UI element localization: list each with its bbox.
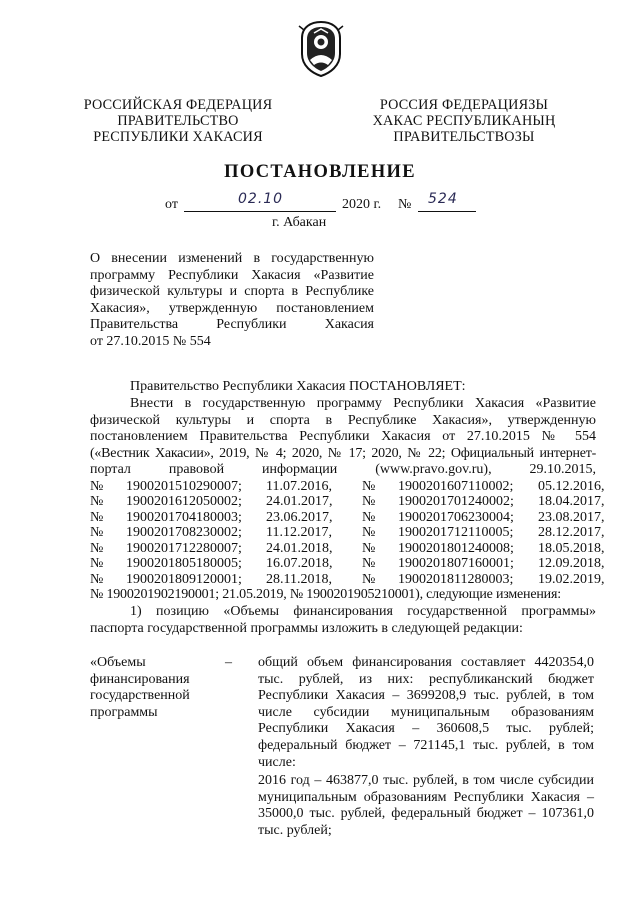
passport-label-line: финансирования	[90, 671, 190, 687]
reg-number: 1900201807160001;	[398, 556, 514, 572]
table-row	[90, 556, 602, 572]
num-sign: №	[90, 509, 104, 525]
registration-numbers-table	[90, 478, 605, 588]
intro-line: («Вестник Хакасии», 2019, № 4; 2020, № 17; 2020, № 22; Официальный интернет-	[90, 445, 596, 461]
item1-line: паспорта государственной программы изложить в следующей редакции:	[90, 620, 523, 636]
passport-position-value	[258, 655, 594, 840]
reg-date: 18.05.2018,	[538, 540, 605, 556]
header-left-line: РОССИЙСКАЯ ФЕДЕРАЦИЯ	[83, 97, 273, 113]
header-left-line: ПРАВИТЕЛЬСТВО	[117, 113, 239, 129]
about-line: Хакасия», утвержденную постановлением	[90, 300, 374, 316]
table-row	[90, 525, 602, 541]
intro-line: постановлением Правительства Республики Хакасия от 27.10.2015 № 554	[90, 429, 596, 445]
reg-date: 28.12.2017,	[538, 525, 605, 541]
reg-date: 16.07.2018,	[266, 556, 333, 572]
reg-date: 11.12.2017,	[266, 525, 332, 541]
header-left-block	[78, 97, 278, 145]
num-sign: №	[362, 556, 376, 572]
about-line: от 27.10.2015 № 554	[90, 333, 211, 349]
reg-date: 05.12.2016,	[538, 478, 605, 494]
city: г. Абакан	[272, 215, 327, 230]
financing-total-paragraph: общий объем финансирования составляет 4420354,0 тыс. рублей, из них: республиканский бюджет Республики Хакасия – 3699208,9 тыс. рублей, в том числе субсидии муниципальным образованиям Республики Хакасия – 360608,5 тыс. рублей; федеральный бюджет – 721145,1 тыс. рублей, в том числе:	[258, 655, 594, 770]
handwritten-date: 02.10	[238, 191, 284, 207]
reg-number: 1900201801240008;	[398, 540, 514, 556]
passport-dash: –	[225, 655, 232, 670]
passport-label-line: программы	[90, 704, 158, 720]
passport-label-line: государственной	[90, 688, 190, 704]
date-year: 2020 г.	[342, 197, 382, 212]
resolves-line: Правительство Республики Хакасия ПОСТАНОВЛЯЕТ:	[130, 379, 466, 394]
header-right-block	[364, 97, 564, 145]
table-row	[90, 494, 602, 510]
table-row	[90, 541, 602, 557]
intro-line: физической культуры и спорта в Республике Хакасия», утвержденную	[90, 412, 596, 428]
num-sign: №	[90, 556, 104, 572]
num-sign: №	[90, 571, 104, 587]
table-row	[90, 510, 602, 526]
about-line: программу Республики Хакасия «Развитие	[90, 267, 374, 283]
about-line: Правительства Республики Хакасия	[90, 317, 374, 333]
reg-number: 1900201708230002;	[126, 525, 242, 541]
num-sign: №	[362, 509, 376, 525]
financing-2016-paragraph: 2016 год – 463877,0 тыс. рублей, в том числе субсидии муниципальным образованиям Республики Хакасия – 35000,0 тыс. рублей, федеральный бюджет – 107361,0 тыс. рублей;	[258, 773, 594, 838]
about-line: физической культуры и спорта в Республике	[90, 284, 374, 300]
reg-date: 23.08.2017,	[538, 509, 605, 525]
reg-number: 1900201706230004;	[398, 509, 514, 525]
passport-position-label	[90, 655, 230, 721]
reg-date: 12.09.2018,	[538, 556, 605, 572]
reg-date: 24.01.2017,	[266, 494, 333, 510]
num-sign: №	[90, 478, 104, 494]
reg-date: 18.04.2017,	[538, 494, 605, 510]
reg-number: 1900201811280003;	[398, 571, 514, 587]
document-title: ПОСТАНОВЛЕНИЕ	[224, 162, 416, 182]
main-paragraph	[90, 396, 605, 637]
item1-line: 1) позицию «Объемы финансирования государственной программы»	[130, 604, 596, 620]
num-sign: №	[362, 571, 376, 587]
reg-number: 1900201712280007;	[126, 540, 242, 556]
reg-number: 1900201607110002;	[398, 478, 514, 494]
num-sign: №	[90, 540, 104, 556]
date-prefix: от	[165, 197, 178, 212]
passport-label-line: «Объемы	[90, 655, 146, 670]
num-sign: №	[362, 525, 376, 541]
num-sign: №	[362, 494, 376, 510]
reg-number: 1900201612050002;	[126, 494, 242, 510]
about-line: О внесении изменений в государственную	[90, 251, 374, 266]
header-left-line: РЕСПУБЛИКИ ХАКАСИЯ	[93, 129, 263, 145]
reg-number: 1900201510290007;	[126, 478, 242, 494]
about-block	[90, 251, 374, 351]
reg-number: 1900201701240002;	[398, 494, 514, 510]
reg-date: 28.11.2018,	[266, 571, 332, 587]
reg-number: 1900201805180005;	[126, 556, 242, 572]
header-right-line: ХАКАС РЕСПУБЛИКАНЫҢ	[372, 113, 556, 129]
header-right-line: РОССИЯ ФЕДЕРАЦИЯЗЫ	[379, 97, 549, 113]
intro-line: Внести в государственную программу Республики Хакасия «Развитие	[130, 396, 596, 411]
coat-of-arms-emblem	[298, 20, 344, 78]
table-row	[90, 479, 602, 495]
reg-date: 24.01.2018,	[266, 540, 333, 556]
reg-date: 23.06.2017,	[266, 509, 333, 525]
reg-number: 1900201704180003;	[126, 509, 242, 525]
reg-number: 1900201712110005;	[398, 525, 514, 541]
header-right-line: ПРАВИТЕЛЬСТВОЗЫ	[393, 129, 535, 145]
intro-line: портал правовой информации (www.pravo.gov.ru), 29.10.2015,	[90, 462, 596, 478]
reg-date: 19.02.2019,	[538, 571, 605, 587]
num-sign: №	[90, 525, 104, 541]
number-sign: №	[398, 197, 412, 212]
reg-number: 1900201809120001;	[126, 571, 242, 587]
num-sign: №	[90, 494, 104, 510]
handwritten-number: 524	[428, 191, 458, 207]
after-numbers-line: № 1900201902190001; 21.05.2019, № 1900201905210001), следующие изменения:	[90, 587, 561, 603]
reg-date: 11.07.2016,	[266, 478, 332, 494]
num-sign: №	[362, 540, 376, 556]
table-row	[90, 572, 602, 588]
num-sign: №	[362, 478, 376, 494]
